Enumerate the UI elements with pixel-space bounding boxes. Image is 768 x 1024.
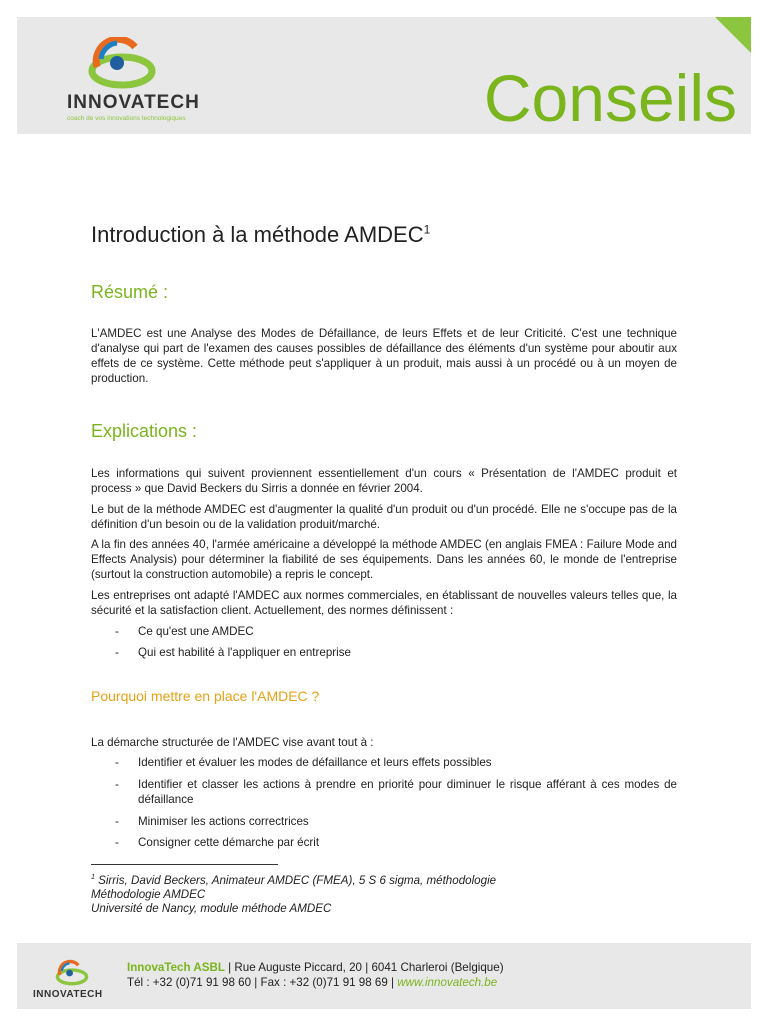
footnote-line-1 — [91, 871, 496, 888]
footer-contact-line — [127, 976, 497, 989]
footer-website-link[interactable]: www.innovatech.be — [397, 976, 498, 989]
list-item-text: Consigner cette démarche par écrit — [138, 836, 320, 849]
footer-address: | Rue Auguste Piccard, 20 | 6041 Charleroi (Belgique) — [224, 961, 504, 974]
footer-phone-fax: Tél : +32 (0)71 91 98 60 | Fax : +32 (0)71 91 98 69 | — [127, 976, 398, 989]
list-item-text: Identifier et classer les actions à prendre en priorité pour diminuer le risque afférant à ces modes de défaillance — [138, 778, 677, 806]
footnote-mark: 1 — [91, 874, 95, 881]
footer-address-line — [127, 961, 504, 974]
document-title — [91, 222, 430, 248]
section-title: Conseils — [483, 61, 737, 135]
logo-name: INNOVATECH — [67, 92, 200, 113]
footnote-divider — [91, 864, 278, 865]
pourquoi-heading — [91, 688, 319, 704]
logo-tagline: coach de vos innovations technologiques — [67, 115, 186, 122]
bullet-dash: - — [115, 756, 119, 769]
list-item-text: Minimiser les actions correctrices — [138, 815, 309, 828]
bullet-dash: - — [115, 815, 119, 828]
footnote-line-3: Université de Nancy, module méthode AMDEC — [91, 901, 332, 915]
list-item-text: Qui est habilité à l'appliquer en entreprise — [138, 646, 351, 659]
resume-heading: Résumé : — [91, 282, 169, 302]
explications-heading: Explications : — [91, 421, 198, 441]
footer-band — [17, 943, 751, 1009]
innovatech-logo-mark-icon — [87, 37, 157, 89]
footer-logo-name: INNOVATECH — [33, 989, 103, 1000]
title-footnote-mark: 1 — [423, 222, 431, 237]
document-title-text: Introduction à la méthode AMDEC — [91, 222, 424, 247]
footnote-line-2: Méthodologie AMDEC — [91, 887, 206, 901]
bullet-dash: - — [115, 836, 119, 849]
pourquoi-intro: La démarche structurée de l'AMDEC vise avant tout à : — [91, 736, 374, 749]
footer-logo — [33, 959, 103, 1007]
bullet-dash: - — [115, 625, 119, 638]
bullet-dash: - — [115, 778, 119, 791]
header-band — [17, 17, 751, 134]
pourquoi-heading-part2: mettre en place l'AMDEC ? — [147, 688, 320, 704]
footnote — [91, 871, 496, 916]
explications-paragraph-1: Les informations qui suivent proviennent essentiellement d'un cours « Présentation de l'AMDEC produit et process » que David Beckers du Sirris a donnée en février 2004. — [91, 467, 677, 495]
explications-paragraph-4: Les entreprises ont adapté l'AMDEC aux normes commerciales, en établissant de nouvelles valeurs telles que, la sécurité et la satisfaction client. Actuellement, des normes définissent : — [91, 589, 677, 617]
list-item-text: Identifier et évaluer les modes de défaillance et leurs effets possibles — [138, 756, 492, 769]
footnote-line-1-text: Sirris, David Beckers, Animateur AMDEC (FMEA), 5 S 6 sigma, méthodologie — [94, 873, 497, 887]
explications-paragraph-3: A la fin des années 40, l'armée américaine a développé la méthode AMDEC (en anglais FMEA : Failure Mode and Effects Analysis) pour déterminer la fiabilité de ses équipements. Dans les années 60, le monde de l'entreprise (surtout la construction automobile) a repris le concept. — [91, 538, 677, 581]
footer-org: InnovaTech ASBL — [127, 961, 225, 974]
list-item-text: Ce qu'est une AMDEC — [138, 625, 254, 638]
footer-logo-mark-icon — [55, 959, 89, 987]
resume-paragraph: L'AMDEC est une Analyse des Modes de Défaillance, de leurs Effets et de leur Criticité. C'est une technique d'analyse qui part de l'examen des causes possibles de défaillance des éléments d'un système pour aboutir aux effets de ce système. Cette méthode peut s'appliquer à un produit, mais aussi à un procédé ou à un moyen de production. — [91, 327, 677, 385]
innovatech-logo — [67, 37, 207, 127]
explications-paragraph-2: Le but de la méthode AMDEC est d'augmenter la qualité d'un produit ou d'un procédé. Elle ne s'occupe pas de la définition d'un besoin ou de la validation produit/marché. — [91, 503, 677, 531]
pourquoi-heading-part1: Pourquoi — [91, 688, 148, 704]
corner-triangle-icon — [715, 17, 751, 53]
bullet-dash: - — [115, 646, 119, 659]
